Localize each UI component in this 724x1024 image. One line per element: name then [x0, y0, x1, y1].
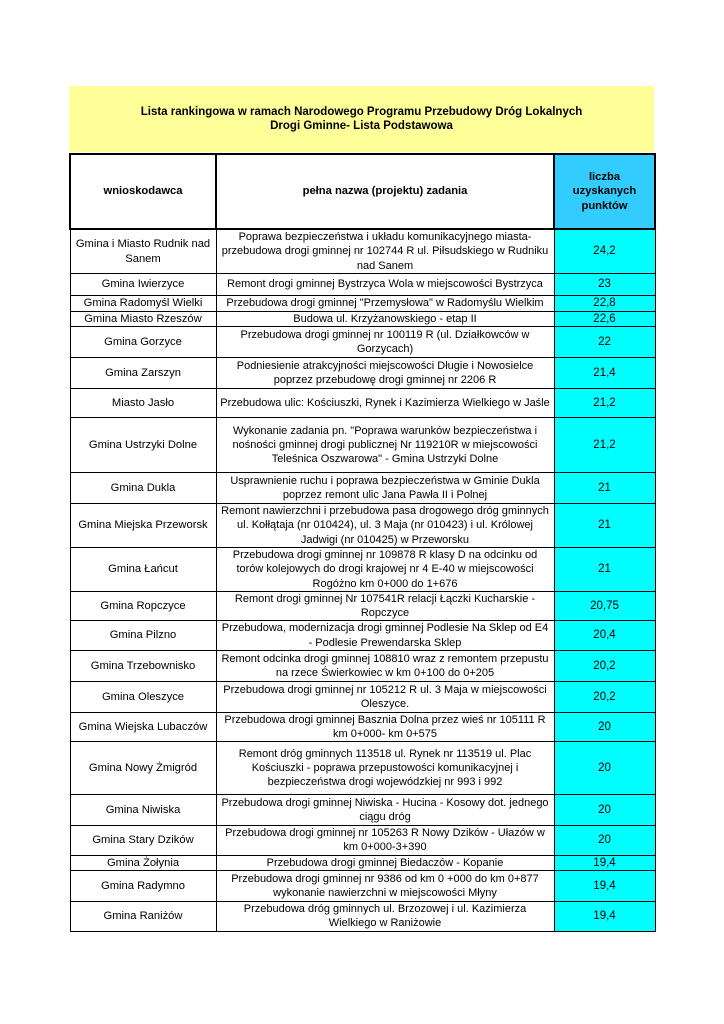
applicant-cell: Gmina Radomyśl Wielki	[70, 296, 216, 312]
table-row	[70, 473, 655, 504]
header-applicant: wnioskodawca	[70, 154, 216, 229]
project-cell: Podniesienie atrakcyjności miejscowości Długie i Nowosielce poprzez przebudowę drogi gminnej nr 2206 R	[216, 358, 554, 389]
project-cell: Przebudowa drogi gminnej nr 109878 R klasy D na odcinku od torów kolejowych do drogi krajowej nr 4 E-40 w miejscowości Rogóżno km 0+000 do 1+676	[216, 548, 554, 592]
points-cell: 19,4	[554, 855, 655, 871]
applicant-cell: Gmina Wiejska Lubaczów	[70, 712, 216, 741]
points-cell: 21	[554, 473, 655, 504]
applicant-cell: Gmina Żołynia	[70, 855, 216, 871]
project-cell: Poprawa bezpieczeństwa i układu komunikacyjnego miasta- przebudowa drogi gminnej nr 102744 R ul. Piłsudskiego w Rudniku nad Sanem	[216, 229, 554, 274]
points-cell: 20	[554, 712, 655, 741]
project-cell: Remont odcinka drogi gminnej 108810 wraz z remontem przepustu na rzece Świerkowiec w km 0+100 do 0+205	[216, 650, 554, 681]
applicant-cell: Gmina Oleszyce	[70, 681, 216, 712]
applicant-cell: Gmina Dukla	[70, 473, 216, 504]
table-body	[70, 229, 655, 931]
points-cell: 24,2	[554, 229, 655, 274]
project-cell: Przebudowa drogi gminnej nr 100119 R (ul. Działkowców w Gorzycach)	[216, 327, 554, 358]
project-cell: Przebudowa drogi gminnej Basznia Dolna przez wieś nr 105111 R km 0+000- km 0+575	[216, 712, 554, 741]
points-cell: 20,2	[554, 681, 655, 712]
table-row	[70, 504, 655, 548]
applicant-cell: Gmina Trzebownisko	[70, 650, 216, 681]
table-row	[70, 871, 655, 902]
header-points	[554, 154, 655, 229]
table-row	[70, 311, 655, 327]
project-cell: Przebudowa, modernizacja drogi gminnej Podlesie Na Sklep od E4 - Podlesie Prewendarska Sklep	[216, 621, 554, 650]
project-cell: Remont nawierzchni i przebudowa pasa drogowego dróg gminnych ul. Kołłątaja (nr 010424), ul. 3 Maja (nr 010423) i ul. Królowej Jadwigi (nr 010425) w Przeworsku	[216, 504, 554, 548]
points-cell: 21	[554, 504, 655, 548]
table-row	[70, 855, 655, 871]
points-cell: 22,8	[554, 296, 655, 312]
table-row	[70, 742, 655, 795]
table-row	[70, 826, 655, 855]
points-cell: 21,2	[554, 418, 655, 473]
applicant-cell: Gmina Radymno	[70, 871, 216, 902]
table-row	[70, 548, 655, 592]
applicant-cell: Gmina Stary Dzików	[70, 826, 216, 855]
header-project: pełna nazwa (projektu) zadania	[216, 154, 554, 229]
applicant-cell: Gmina Miasto Rzeszów	[70, 311, 216, 327]
points-cell: 20	[554, 742, 655, 795]
points-cell: 19,4	[554, 871, 655, 902]
project-cell: Przebudowa drogi gminnej Niwiska - Hucina - Kosowy dot. jednego ciągu dróg	[216, 795, 554, 826]
applicant-cell: Gmina Raniżów	[70, 902, 216, 931]
project-cell: Przebudowa dróg gminnych ul. Brzozowej i ul. Kazimierza Wielkiego w Raniżowie	[216, 902, 554, 931]
applicant-cell: Miasto Jasło	[70, 389, 216, 418]
applicant-cell: Gmina Iwierzyce	[70, 274, 216, 296]
points-cell: 19,4	[554, 902, 655, 931]
table-row	[70, 418, 655, 473]
points-cell: 20,4	[554, 621, 655, 650]
ranking-table	[69, 153, 656, 932]
applicant-cell: Gmina Ropczyce	[70, 592, 216, 621]
table-row	[70, 358, 655, 389]
applicant-cell: Gmina Gorzyce	[70, 327, 216, 358]
project-cell: Przebudowa ulic: Kościuszki, Rynek i Kazimierza Wielkiego w Jaśle	[216, 389, 554, 418]
project-cell: Przebudowa drogi gminnej nr 105212 R ul. 3 Maja w miejscowości Oleszyce.	[216, 681, 554, 712]
table-row	[70, 389, 655, 418]
applicant-cell: Gmina Niwiska	[70, 795, 216, 826]
project-cell: Przebudowa drogi gminnej nr 105263 R Nowy Dzików - Ułazów w km 0+000-3+390	[216, 826, 554, 855]
project-cell: Przebudowa drogi gminnej nr 9386 od km 0 +000 do km 0+877 wykonanie nawierzchni w miejscowości Młyny	[216, 871, 554, 902]
points-cell: 22	[554, 327, 655, 358]
applicant-cell: Gmina Pilzno	[70, 621, 216, 650]
title-line-2: Drogi Gminne- Lista Podstawowa	[270, 120, 453, 132]
table-row	[70, 296, 655, 312]
points-cell: 20,75	[554, 592, 655, 621]
table-row	[70, 650, 655, 681]
project-cell: Remont drogi gminnej Nr 107541R relacji Łączki Kucharskie - Ropczyce	[216, 592, 554, 621]
header-points-label: liczba uzyskanych punktów	[572, 170, 637, 212]
project-cell: Przebudowa drogi gminnej Biedaczów - Kopanie	[216, 855, 554, 871]
points-cell: 22,6	[554, 311, 655, 327]
points-cell: 20,2	[554, 650, 655, 681]
page-title	[69, 105, 654, 133]
project-cell: Przebudowa drogi gminnej "Przemysłowa" w Radomyślu Wielkim	[216, 296, 554, 312]
table-header-row	[70, 154, 655, 229]
table-row	[70, 712, 655, 741]
table-row	[70, 621, 655, 650]
table-row	[70, 681, 655, 712]
project-cell: Wykonanie zadania pn. "Poprawa warunków bezpieczeństwa i nośności gminnej drogi publicznej Nr 119210R w miejscowości Teleśnica Oszwarowa" - Gmina Ustrzyki Dolne	[216, 418, 554, 473]
points-cell: 21	[554, 548, 655, 592]
table-row	[70, 902, 655, 931]
applicant-cell: Gmina Ustrzyki Dolne	[70, 418, 216, 473]
project-cell: Usprawnienie ruchu i poprawa bezpieczeństwa w Gminie Dukla poprzez remont ulic Jana Pawła II i Polnej	[216, 473, 554, 504]
points-cell: 23	[554, 274, 655, 296]
table-row	[70, 274, 655, 296]
project-cell: Budowa ul. Krzyżanowskiego - etap II	[216, 311, 554, 327]
table-row	[70, 795, 655, 826]
applicant-cell: Gmina Miejska Przeworsk	[70, 504, 216, 548]
project-cell: Remont dróg gminnych 113518 ul. Rynek nr 113519 ul. Plac Kościuszki - poprawa przepustowości komunikacyjnej i bezpieczeństwa drogi wojewódzkiej nr 993 i 992	[216, 742, 554, 795]
title-line-1: Lista rankingowa w ramach Narodowego Programu Przebudowy Dróg Lokalnych	[140, 106, 583, 118]
points-cell: 21,4	[554, 358, 655, 389]
points-cell: 20	[554, 826, 655, 855]
table-row	[70, 229, 655, 274]
applicant-cell: Gmina Nowy Żmigród	[70, 742, 216, 795]
points-cell: 21,2	[554, 389, 655, 418]
table-row	[70, 592, 655, 621]
applicant-cell: Gmina Łańcut	[70, 548, 216, 592]
points-cell: 20	[554, 795, 655, 826]
project-cell: Remont drogi gminnej Bystrzyca Wola w miejscowości Bystrzyca	[216, 274, 554, 296]
table-row	[70, 327, 655, 358]
applicant-cell: Gmina Zarszyn	[70, 358, 216, 389]
applicant-cell: Gmina i Miasto Rudnik nad Sanem	[70, 229, 216, 274]
